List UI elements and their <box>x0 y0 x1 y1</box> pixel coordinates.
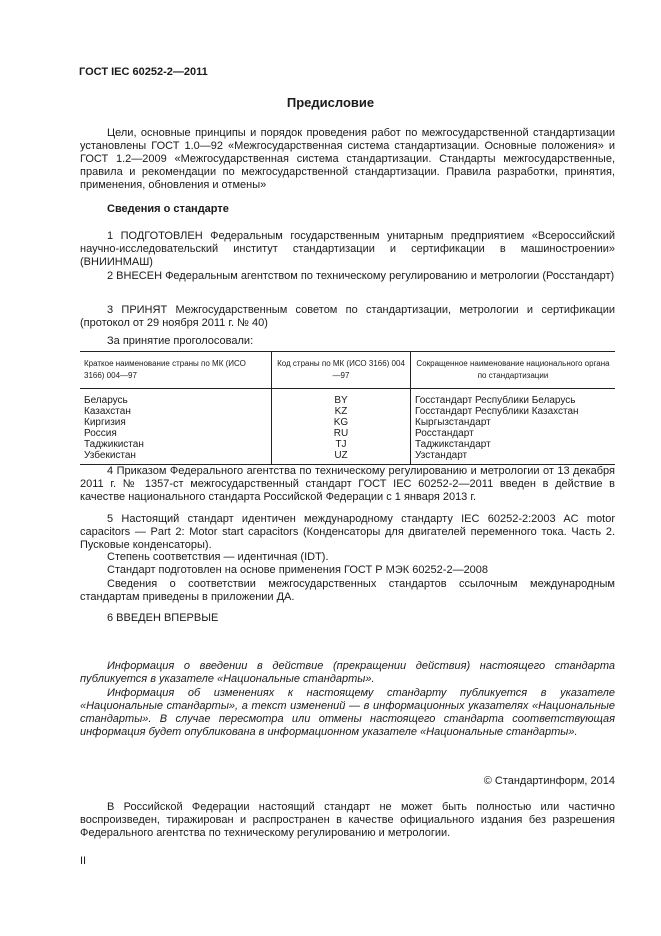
col-code-header: Код страны по МК (ИСО 3166) 004—97 <box>272 352 411 389</box>
code-cell: BY <box>272 389 411 407</box>
body-cell: Узстандарт <box>411 450 616 465</box>
vote-intro: За принятие проголосовали: <box>107 335 254 347</box>
table-row <box>80 406 615 417</box>
table-header-row <box>80 352 615 389</box>
country-cell: Узбекистан <box>80 450 272 465</box>
item-6: 6 ВВЕДЕН ВПЕРВЫЕ <box>107 612 219 624</box>
table-row <box>80 450 615 465</box>
country-cell: Киргизия <box>80 417 272 428</box>
item-3: 3 ПРИНЯТ Межгосударственным советом по стандартизации, метрологии и сертификации (протокол от 29 ноября 2011 г. № 40) <box>80 304 615 329</box>
col-body-header: Сокращенное наименование национального органа по стандартизации <box>411 352 616 389</box>
item-5: 5 Настоящий стандарт идентичен международному стандарту IEC 60252-2:2003 AC motor capacitors — Part 2: Motor start capacitors (Конденсаторы для двигателей переменного тока. Часть 2. Пусковые конденсаторы). <box>80 513 615 551</box>
code-cell: RU <box>272 428 411 439</box>
code-cell: UZ <box>272 450 411 465</box>
table-row <box>80 417 615 428</box>
table-row <box>80 389 615 407</box>
body-cell: Госстандарт Республики Беларусь <box>415 395 576 406</box>
page-number: II <box>80 855 87 867</box>
page-title: Предисловие <box>286 95 375 110</box>
table-row <box>80 439 615 450</box>
body-cell: Таджикстандарт <box>415 439 491 450</box>
body-cell: Госстандарт Республики Казахстан <box>415 406 579 417</box>
body-cell: Росстандарт <box>415 428 474 439</box>
table-row <box>80 428 615 439</box>
notice-paragraph-2: Информация об изменениях к настоящему стандарту публикуется в указателе «Национальные стандарты», а текст изменений — в информационных указателях «Национальные стандарты». В случае пересмотра или отмены настоящего стандарта соответствующая информация будет опубликована в информационном указателе «Национальные стандарты». <box>80 687 615 738</box>
item-2: 2 ВНЕСЕН Федеральным агентством по техническому регулированию и метрологии (Росстандарт) <box>107 270 615 282</box>
rights-paragraph: В Российской Федерации настоящий стандарт не может быть полностью или частично воспроизведен, тиражирован и распространен в качестве официального издания без разрешения Федерального агентства по техническому регулированию и метрологии. <box>80 801 615 839</box>
code-cell: TJ <box>272 439 411 450</box>
item-1: 1 ПОДГОТОВЛЕН Федеральным государственным унитарным предприятием «Всероссийский научно-исследовательский институт стандартизации и сертификации в машиностроении» (ВНИИНМАШ) <box>80 230 615 268</box>
countries-table <box>80 351 615 465</box>
country-cell: Беларусь <box>80 389 272 407</box>
code-cell: KG <box>272 417 411 428</box>
item-5-note: Сведения о соответствии межгосударственных стандартов ссылочным международным стандартам приведены в приложении ДА. <box>80 578 615 603</box>
body-cell: Кыргызстандарт <box>415 417 491 428</box>
notice-paragraph-1: Информация о введении в действие (прекращении действия) настоящего стандарта публикуется в указателе «Национальные стандарты». <box>80 660 615 685</box>
code-cell: KZ <box>272 406 411 417</box>
item-4: 4 Приказом Федерального агентства по техническому регулированию и метрологии от 13 декабря 2011 г. № 1357-ст межгосударственный стандарт ГОСТ IEC 60252-2—2011 введен в действие в качестве национального стандарта Российской Федерации с 1 января 2013 г. <box>80 465 615 503</box>
item-5-basis: Стандарт подготовлен на основе применения ГОСТ Р МЭК 60252-2—2008 <box>107 564 489 576</box>
col-country-header: Краткое наименование страны по МК (ИСО 3166) 004—97 <box>80 352 272 389</box>
info-heading: Сведения о стандарте <box>107 203 229 215</box>
item-5-degree: Степень соответствия — идентичная (IDT). <box>107 551 329 563</box>
copyright: © Стандартинформ, 2014 <box>483 775 615 787</box>
intro-paragraph: Цели, основные принципы и порядок проведения работ по межгосударственной стандартизации установлены ГОСТ 1.0—92 «Межгосударственная система стандартизации. Основные положения» и ГОСТ 1.2—2009 «Межгосударственная система стандартизации. Стандарты межгосударственные, правила и рекомендации по межгосударственной стандартизации. Правила разработки, принятия, применения, обновления и отмены» <box>80 127 615 191</box>
country-cell: Таджикистан <box>80 439 272 450</box>
document-header: ГОСТ IEC 60252-2—2011 <box>79 66 208 78</box>
country-cell: Казахстан <box>80 406 272 417</box>
country-cell: Россия <box>80 428 272 439</box>
